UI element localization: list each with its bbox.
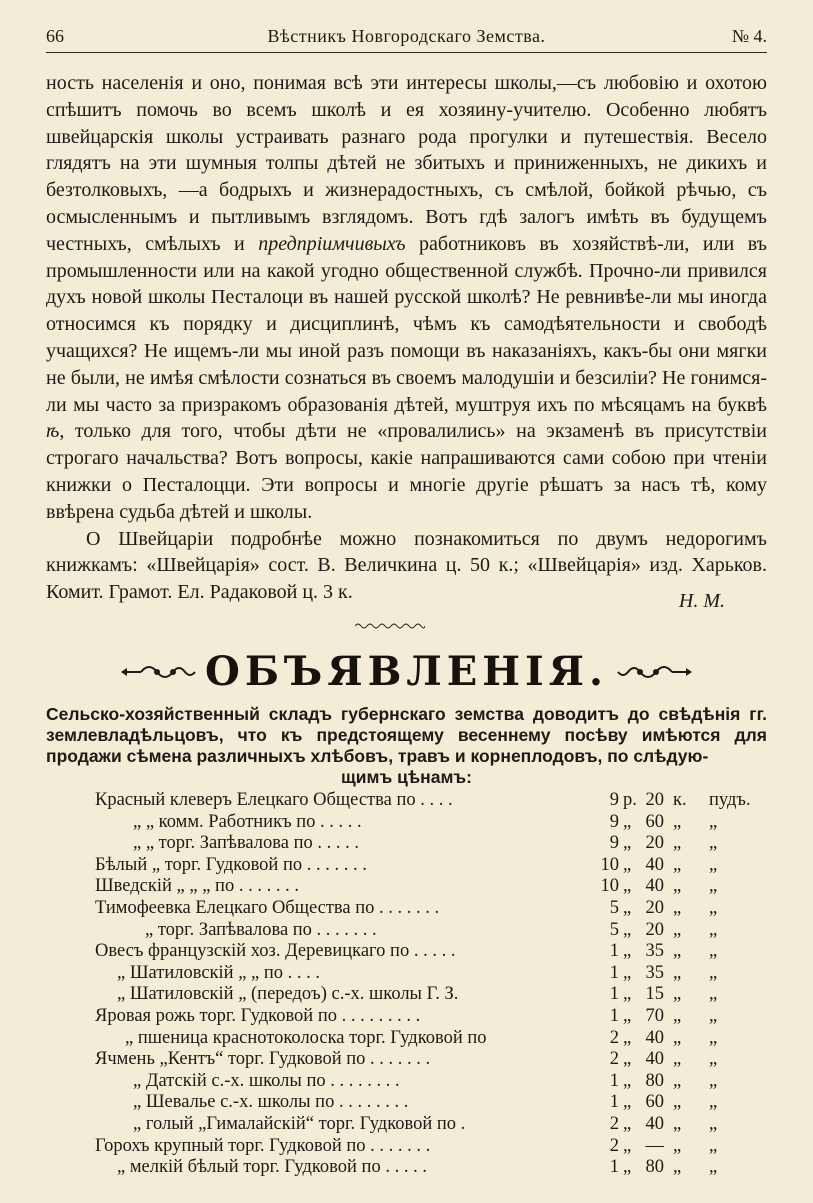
page-number: 66	[46, 26, 64, 46]
price-unit-measure: „	[709, 1070, 718, 1091]
price-item-label: „ мелкій бѣлый торг. Гудковой по . . . . .	[117, 1157, 427, 1178]
article-body	[46, 70, 767, 606]
price-unit-measure: „	[709, 1113, 718, 1134]
price-unit-kop: „	[673, 962, 682, 983]
price-kopecks: 40	[645, 1027, 664, 1048]
price-rubles: 1	[609, 962, 619, 983]
price-unit-measure: „	[709, 1157, 718, 1178]
price-unit-kop: „	[673, 1049, 682, 1070]
price-item-label: Тимофеевка Елецкаго Общества по . . . . . . .	[95, 897, 440, 918]
price-row	[95, 833, 775, 855]
price-unit-rub: „	[623, 833, 632, 854]
price-unit-kop: „	[673, 1005, 682, 1026]
price-rubles: 10	[600, 854, 619, 875]
price-item-label: „ пшеница краснотоколоска торг. Гудковой по	[125, 1027, 487, 1048]
price-kopecks: 40	[645, 876, 664, 897]
price-unit-rub: „	[623, 1005, 632, 1026]
price-item-label: Ячмень „Кентъ“ торг. Гудковой по . . . . . . .	[95, 1049, 431, 1070]
price-row	[95, 963, 775, 985]
wavy-divider	[355, 622, 425, 630]
ads-intro-last-line: щимъ цѣнамъ:	[341, 767, 472, 787]
price-item-label: Шведскій „ „ „ по . . . . . . .	[95, 876, 299, 897]
price-kopecks: 20	[645, 897, 664, 918]
price-rubles: 5	[609, 897, 619, 918]
price-kopecks: 80	[645, 1070, 664, 1091]
price-unit-measure: „	[709, 1027, 718, 1048]
price-kopecks: 60	[645, 1092, 664, 1113]
price-rubles: 1	[609, 1070, 619, 1091]
price-unit-measure: „	[709, 1049, 718, 1070]
price-unit-rub: „	[623, 941, 632, 962]
price-item-label: „ Шатиловскій „ „ по . . . .	[117, 962, 321, 983]
price-item-label: „ „ торг. Запѣвалова по . . . . .	[133, 833, 360, 854]
price-item-label: „ Датскій с.-х. школы по . . . . . . . .	[133, 1070, 400, 1091]
price-kopecks: 80	[645, 1157, 664, 1178]
price-unit-measure: „	[709, 941, 718, 962]
price-unit-kop: „	[673, 1157, 682, 1178]
article-text: , только для того, чтобы дѣти не «провалились» на экзаменѣ въ присутствіи строгаго начальства? Вотъ вопросы, какіе напрашиваются сами собою при чтеніи книжки о Песталоцци. Эти вопросы и многіе другіе рѣшатъ за насъ тѣ, кому ввѣрена судьба дѣтей и школы.	[46, 420, 767, 523]
price-unit-kop: „	[673, 811, 682, 832]
left-ornament-icon	[121, 662, 201, 682]
author-signature: Н. М.	[678, 590, 725, 612]
price-row	[95, 1114, 775, 1136]
ads-intro-text: Сельско-хозяйственный складъ губернскаго земства доводитъ до свѣдѣнія гг. землевладѣльцовъ, что къ предстоящему весеннему посѣву имѣются для продажи сѣмена различныхъ хлѣбовъ, травъ и корнеплодовъ, по слѣдую-	[46, 704, 767, 766]
price-unit-rub: р.	[623, 790, 637, 810]
price-row	[95, 1092, 775, 1114]
price-item-label: Бѣлый „ торг. Гудковой по . . . . . . .	[95, 854, 367, 875]
price-unit-measure: „	[709, 854, 718, 875]
price-unit-measure: „	[709, 1092, 718, 1113]
price-rubles: 2	[609, 1027, 619, 1048]
price-kopecks: 40	[645, 1113, 664, 1134]
price-unit-kop: „	[673, 833, 682, 854]
price-unit-measure: „	[709, 876, 718, 897]
price-unit-kop: „	[673, 1070, 682, 1091]
price-unit-kop: „	[673, 1092, 682, 1113]
price-unit-rub: „	[623, 854, 632, 875]
price-unit-rub: „	[623, 897, 632, 918]
article-paragraph-references: О Швейцаріи подробнѣе можно познакомиться по двумъ недорогимъ книжкамъ: «Швейцарія» сост. В. Величкина ц. 50 к.; «Швейцарія» изд. Харьков. Комит. Грамот. Ел. Радаковой ц. 3 к.	[46, 527, 767, 604]
price-unit-kop: „	[673, 919, 682, 940]
price-row	[95, 920, 775, 942]
price-item-label: „ Шатиловскій „ (передоъ) с.-х. школы Г. З.	[117, 984, 459, 1005]
price-unit-rub: „	[623, 919, 632, 940]
price-unit-rub: „	[623, 1157, 632, 1178]
price-rubles: 2	[609, 1049, 619, 1070]
price-rubles: 1	[609, 1157, 619, 1178]
price-rubles: 2	[609, 1113, 619, 1134]
emphasis-letter: ѣ	[46, 420, 60, 443]
right-ornament-icon	[612, 662, 692, 682]
price-row	[95, 898, 775, 920]
price-kopecks: 15	[645, 984, 664, 1005]
price-rubles: 10	[600, 876, 619, 897]
price-unit-rub: „	[623, 1135, 632, 1156]
price-unit-measure: „	[709, 897, 718, 918]
price-unit-rub: „	[623, 1049, 632, 1070]
price-kopecks: 60	[645, 811, 664, 832]
price-unit-kop: „	[673, 1113, 682, 1134]
price-unit-kop: „	[673, 941, 682, 962]
price-unit-kop: к.	[673, 790, 687, 810]
price-rubles: 2	[609, 1135, 619, 1156]
price-unit-rub: „	[623, 962, 632, 983]
price-item-label: „ Шевалье с.-х. школы по . . . . . . . .	[133, 1092, 409, 1113]
article-text: ность населенія и оно, понимая всѣ эти интересы школы,—съ любовію и охотою спѣшитъ помочь во всемъ школѣ и ея хозяину-учителю. Особенно любятъ швейцарскія школы устраивать разнаго рода прогулки и путешествія. Весело глядятъ на эти шумныя толпы дѣтей не збитыхъ и приниженныхъ, не дикихъ и безтолковыхъ, —а бодрыхъ и жизнерадостныхъ, съ смѣлой, бойкой рѣчью, съ осмысленнымъ и пытливымъ взглядомъ. Вотъ гдѣ залогъ имѣть въ будущемъ честныхъ, смѣлыхъ и	[46, 72, 767, 255]
price-unit-rub: „	[623, 1113, 632, 1134]
price-rubles: 1	[609, 941, 619, 962]
price-unit-rub: „	[623, 811, 632, 832]
article-text: работниковъ въ хозяйствѣ-ли, или въ промышленности или на какой угодно общественной службѣ. Прочно-ли привился духъ новой школы Песталоци въ нашей русской школѣ? Не ревнивѣе-ли мы иногда относимся къ порядку и дисциплинѣ, чѣмъ къ самодѣятельности и свободѣ учащихся? Не ищемъ-ли мы иной разъ помощи въ наказаніяхъ, какъ-бы они мягки не были, не имѣя смѣлости сознаться въ своемъ малодушіи и безсиліи? Не гонимся-ли мы часто за призракомъ образованія дѣтей, муштруя ихъ по мѣсяцамъ на буквѣ	[46, 232, 767, 416]
price-item-label: Яровая рожь торг. Гудковой по . . . . . . . . .	[95, 1005, 421, 1026]
price-unit-measure: „	[709, 962, 718, 983]
price-row	[95, 876, 775, 898]
price-unit-measure: „	[709, 811, 718, 832]
price-row	[95, 984, 775, 1006]
price-kopecks: 40	[645, 854, 664, 875]
price-rubles: 1	[609, 1005, 619, 1026]
price-row	[95, 941, 775, 963]
journal-title: Вѣстникъ Новгородскаго Земства.	[267, 26, 546, 46]
ads-intro	[46, 704, 767, 788]
price-row	[95, 1136, 775, 1158]
price-unit-rub: „	[623, 1092, 632, 1113]
price-item-label: „ голый „Гималайскій“ торг. Гудковой по .	[133, 1113, 466, 1134]
price-row	[95, 855, 775, 877]
price-row	[95, 1049, 775, 1071]
ads-heading-text: ОБЪЯВЛЕНІЯ.	[205, 648, 608, 695]
price-unit-measure: „	[709, 1135, 718, 1156]
price-kopecks: 35	[645, 962, 664, 983]
price-row	[95, 1028, 775, 1050]
issue-number: № 4.	[731, 26, 767, 46]
price-unit-kop: „	[673, 984, 682, 1005]
price-rubles: 9	[609, 790, 619, 810]
price-row	[95, 1006, 775, 1028]
price-kopecks: 20	[645, 790, 664, 810]
price-row	[95, 1157, 775, 1179]
price-kopecks: 70	[645, 1005, 664, 1026]
price-unit-rub: „	[623, 876, 632, 897]
price-rubles: 9	[609, 811, 619, 832]
price-item-label: Горохъ крупный торг. Гудковой по . . . . . . .	[95, 1135, 431, 1156]
price-row	[95, 790, 775, 812]
price-item-label: Красный клеверъ Елецкаго Общества по . . . .	[95, 790, 453, 810]
price-row	[95, 1071, 775, 1093]
ads-heading	[0, 648, 813, 698]
price-unit-measure: „	[709, 919, 718, 940]
price-unit-kop: „	[673, 897, 682, 918]
price-kopecks: —	[645, 1135, 664, 1156]
price-row	[95, 812, 775, 834]
price-item-label: „ торг. Запѣвалова по . . . . . . .	[145, 919, 377, 940]
price-unit-rub: „	[623, 1070, 632, 1091]
price-unit-rub: „	[623, 1027, 632, 1048]
price-unit-measure: пудъ.	[709, 790, 751, 810]
price-rubles: 1	[609, 1092, 619, 1113]
price-item-label: „ „ комм. Работникъ по . . . . .	[133, 811, 362, 832]
emphasis-text: предпріимчивыхъ	[258, 232, 406, 255]
price-rubles: 1	[609, 984, 619, 1005]
price-unit-kop: „	[673, 876, 682, 897]
price-kopecks: 20	[645, 919, 664, 940]
running-header	[46, 22, 767, 53]
price-unit-kop: „	[673, 1027, 682, 1048]
price-item-label: Овесъ французскій хоз. Деревицкаго по . . . . .	[95, 941, 456, 962]
price-unit-rub: „	[623, 984, 632, 1005]
price-unit-measure: „	[709, 984, 718, 1005]
price-unit-kop: „	[673, 1135, 682, 1156]
price-unit-measure: „	[709, 833, 718, 854]
price-rubles: 9	[609, 833, 619, 854]
price-kopecks: 20	[645, 833, 664, 854]
article-paragraph	[46, 70, 767, 526]
price-unit-measure: „	[709, 1005, 718, 1026]
price-list	[95, 790, 775, 1179]
price-kopecks: 40	[645, 1049, 664, 1070]
price-unit-kop: „	[673, 854, 682, 875]
price-kopecks: 35	[645, 941, 664, 962]
price-rubles: 5	[609, 919, 619, 940]
